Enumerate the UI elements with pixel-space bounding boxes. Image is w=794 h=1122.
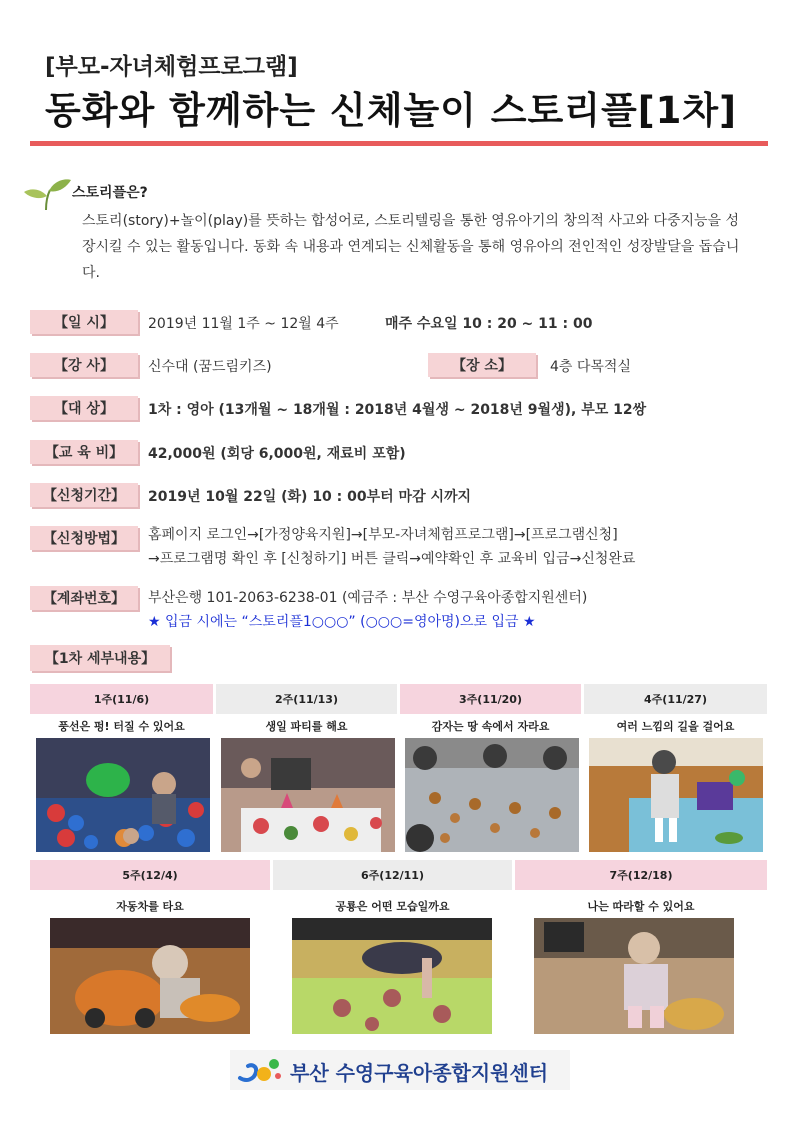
method-label: 【신청방법】 [30, 526, 138, 550]
week-4-header: 4주(11/27) [584, 684, 767, 714]
sprout-icon [22, 176, 72, 212]
week-1-caption: 풍선은 펑! 터질 수 있어요 [58, 720, 185, 733]
week-7-header: 7주(12/18) [515, 860, 767, 890]
instructor-value: 신수대 (꿈드림키즈) [148, 359, 272, 375]
week-5-caption: 자동차를 타요 [116, 900, 184, 913]
target-label: 【대 상】 [30, 396, 138, 420]
intro-heading: 스토리플은? [72, 185, 148, 201]
week-6-photo [292, 918, 492, 1034]
method-line-2: →프로그램명 확인 후 [신청하기] 버튼 클릭→예약확인 후 교육비 입금→신청완료 [148, 551, 636, 567]
date-value: 2019년 11월 1주 ~ 12월 4주 [148, 316, 339, 332]
week-6-header: 6주(12/11) [273, 860, 512, 890]
method-line-1: 홈페이지 로그인→[가정양육지원]→[부모-자녀체험프로그램]→[프로그램신청] [148, 527, 618, 543]
intro-body: 스토리(story)+놀이(play)를 뜻하는 합성어로, 스토리텔링을 통한 영유아기의 창의적 사고와 다중지능을 성장시킬 수 있는 활동입니다. 동화 속 내용과 연계되는 신체활동을 통해 영유아의 전인적인 성장발달을 돕습니다. [82, 213, 740, 281]
account-label: 【계좌번호】 [30, 586, 138, 610]
place-label: 【장 소】 [428, 353, 536, 377]
program-category: [부모-자녀체험프로그램] [45, 54, 298, 80]
week-2-header: 2주(11/13) [216, 684, 397, 714]
week-3-header: 3주(11/20) [400, 684, 581, 714]
period-value: 2019년 10월 22일 (화) 10 : 00부터 마감 시까지 [148, 489, 472, 505]
week-2-caption: 생일 파티를 해요 [265, 720, 348, 733]
week-7-photo [534, 918, 734, 1034]
week-3-photo [405, 738, 579, 852]
week-3-caption: 감자는 땅 속에서 자라요 [431, 720, 550, 733]
account-value: 부산은행 101-2063-6238-01 (예금주 : 부산 수영구육아종합지원센터) [148, 590, 588, 606]
instructor-label: 【강 사】 [30, 353, 138, 377]
week-2-photo [221, 738, 395, 852]
date-time: 매주 수요일 10 : 20 ~ 11 : 00 [385, 316, 593, 332]
week-1-photo [36, 738, 210, 852]
center-logo-icon [236, 1054, 284, 1086]
fee-value: 42,000원 (회당 6,000원, 재료비 포함) [148, 446, 406, 462]
details-label: 【1차 세부내용】 [30, 645, 170, 671]
period-label: 【신청기간】 [30, 483, 138, 507]
week-6-caption: 공룡은 어떤 모습일까요 [335, 900, 450, 913]
week-5-header: 5주(12/4) [30, 860, 270, 890]
week-4-photo [589, 738, 763, 852]
center-name: 부산 수영구육아종합지원센터 [290, 1061, 549, 1085]
center-logo [230, 1050, 570, 1090]
week-7-caption: 나는 따라할 수 있어요 [587, 900, 695, 913]
title-divider [30, 141, 768, 146]
account-note: ★ 입금 시에는 “스토리플1○○○” (○○○=영아명)으로 입금 ★ [148, 614, 536, 630]
place-value: 4층 다목적실 [550, 359, 631, 375]
target-value: 1차 : 영아 (13개월 ~ 18개월 : 2018년 4월생 ~ 2018년 9월생), 부모 12쌍 [148, 402, 647, 418]
week-4-caption: 여러 느낌의 길을 걸어요 [616, 720, 735, 733]
page-title: 동화와 함께하는 신체놀이 스토리플[1차] [45, 89, 738, 132]
week-1-header: 1주(11/6) [30, 684, 213, 714]
week-5-photo [50, 918, 250, 1034]
date-label: 【일 시】 [30, 310, 138, 334]
fee-label: 【교 육 비】 [30, 440, 138, 464]
